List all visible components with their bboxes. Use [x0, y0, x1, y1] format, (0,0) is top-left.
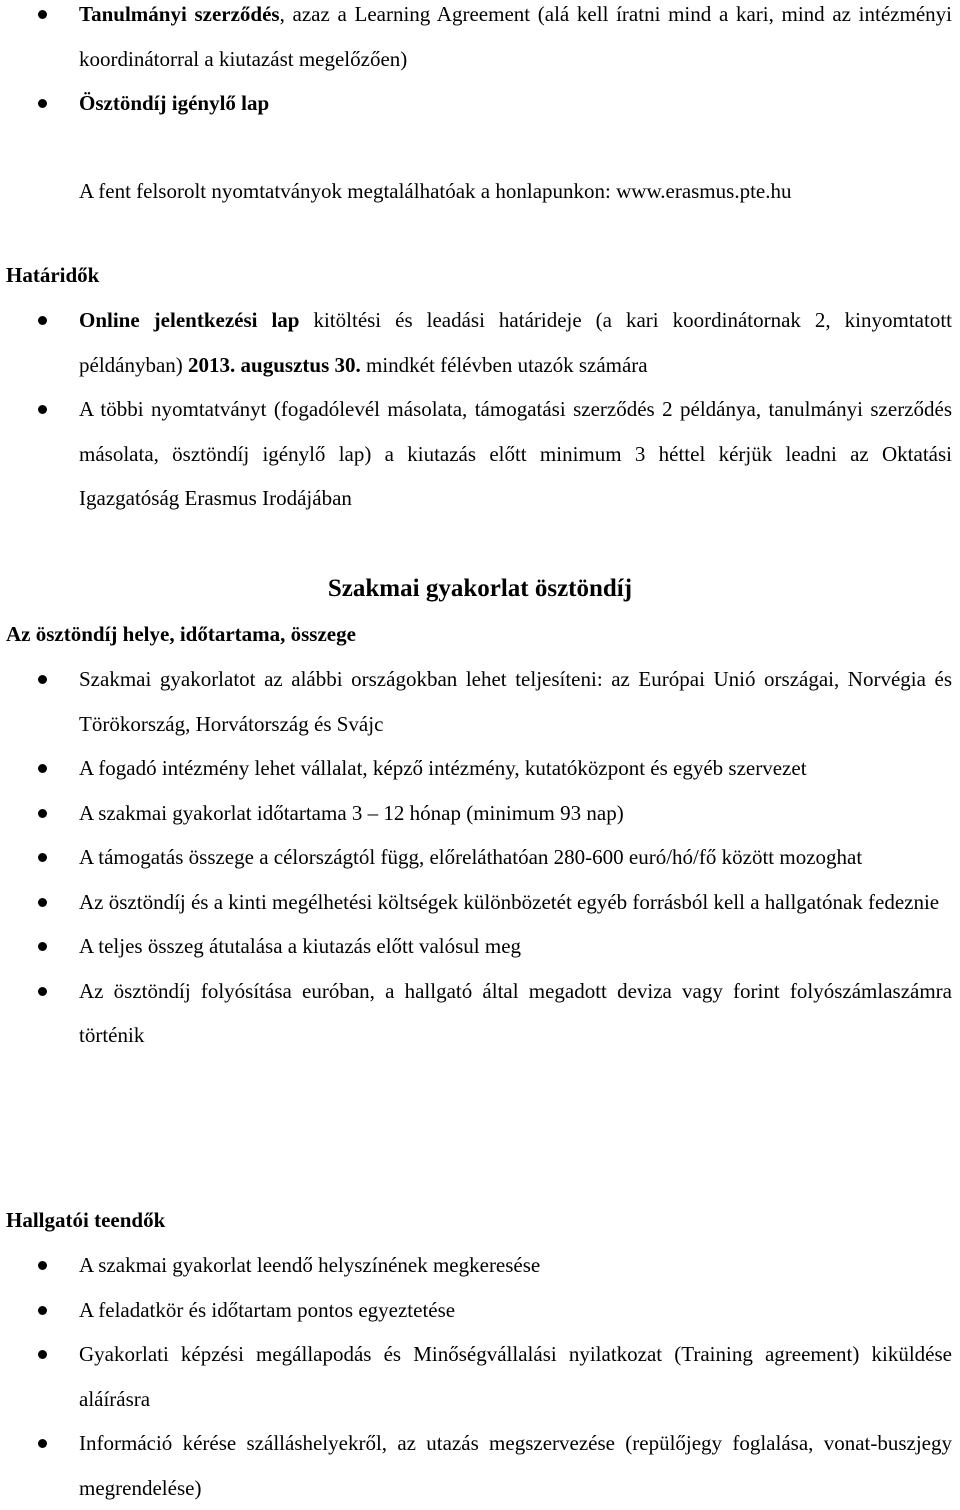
list-item: A teljes összeg átutalása a kiutazás előtt valósul meg: [0, 924, 956, 969]
bullet-icon: [38, 316, 47, 325]
bullet-icon: [38, 853, 47, 862]
bullet-icon: [38, 764, 47, 773]
bullet-icon: [38, 1306, 47, 1315]
list-item: Szakmai gyakorlatot az alábbi országokban lehet teljesíteni: az Európai Unió országai, Norvégia és Törökország, Horvátország és Svájc: [0, 657, 956, 746]
bullet-icon: [38, 675, 47, 684]
deadlines-heading: Határidők: [6, 263, 100, 287]
list-item: Tanulmányi szerződés, azaz a Learning Agreement (alá kell íratni mind a kari, mind az intézményi koordinátorral a kiutazást megelőzően): [0, 0, 956, 81]
section-title: Szakmai gyakorlat ösztöndíj: [327, 575, 633, 602]
list-item: Információ kérése szálláshelyekről, az utazás megszervezése (repülőjegy foglalása, vonat-buszjegy megrendelése): [0, 1421, 956, 1510]
list-item: Ösztöndíj igénylő lap: [0, 81, 956, 126]
list-item: Az ösztöndíj és a kinti megélhetési költségek különbözetét egyéb forrásból kell a hallgatónak fedeznie: [0, 880, 956, 925]
list-item: A feladatkör és időtartam pontos egyeztetése: [0, 1288, 956, 1333]
bullet-icon: [38, 1350, 47, 1359]
list-item: Az ösztöndíj folyósítása euróban, a hallgató által megadott deviza vagy forint folyószámlaszámra történik: [0, 969, 956, 1058]
bullet-icon: [38, 942, 47, 951]
student-tasks-heading: Hallgatói teendők: [6, 1208, 166, 1232]
list-item: A többi nyomtatványt (fogadólevél másolata, támogatási szerződés 2 példánya, tanulmányi szerződés másolata, ösztöndíj igénylő lap) a kiutazás előtt minimum 3 héttel kérjük leadni az Oktatási Igazgatóság Erasmus Irodájában: [0, 387, 956, 521]
deadlines-list: [0, 298, 956, 521]
forms-note: A fent felsorolt nyomtatványok megtalálhatóak a honlapunkon: www.erasmus.pte.hu: [79, 179, 792, 203]
list-item: A támogatás összege a célországtól függ, előreláthatóan 280-600 euró/hó/fő között mozoghat: [0, 835, 956, 880]
list-item: A szakmai gyakorlat leendő helyszínének megkeresése: [0, 1243, 956, 1288]
bullet-icon: [38, 10, 47, 19]
bullet-icon: [38, 1439, 47, 1448]
bullet-icon: [38, 898, 47, 907]
required-forms-list: [0, 0, 956, 126]
list-item: Online jelentkezési lap kitöltési és leadási határideje (a kari koordinátornak 2, kinyomtatott példányban) 2013. augusztus 30. mindkét félévben utazók számára: [0, 298, 956, 387]
bullet-icon: [38, 987, 47, 996]
bullet-icon: [38, 1261, 47, 1270]
bullet-icon: [38, 99, 47, 108]
list-item: A fogadó intézmény lehet vállalat, képző intézmény, kutatóközpont és egyéb szervezet: [0, 746, 956, 791]
list-item: Gyakorlati képzési megállapodás és Minőségvállalási nyilatkozat (Training agreement) kiküldése aláírásra: [0, 1332, 956, 1421]
bullet-icon: [38, 405, 47, 414]
scholarship-details-list: [0, 657, 956, 1058]
list-item: A szakmai gyakorlat időtartama 3 – 12 hónap (minimum 93 nap): [0, 791, 956, 836]
student-tasks-list: [0, 1243, 956, 1510]
sub-heading: Az ösztöndíj helye, időtartama, összege: [6, 622, 356, 646]
bullet-icon: [38, 809, 47, 818]
